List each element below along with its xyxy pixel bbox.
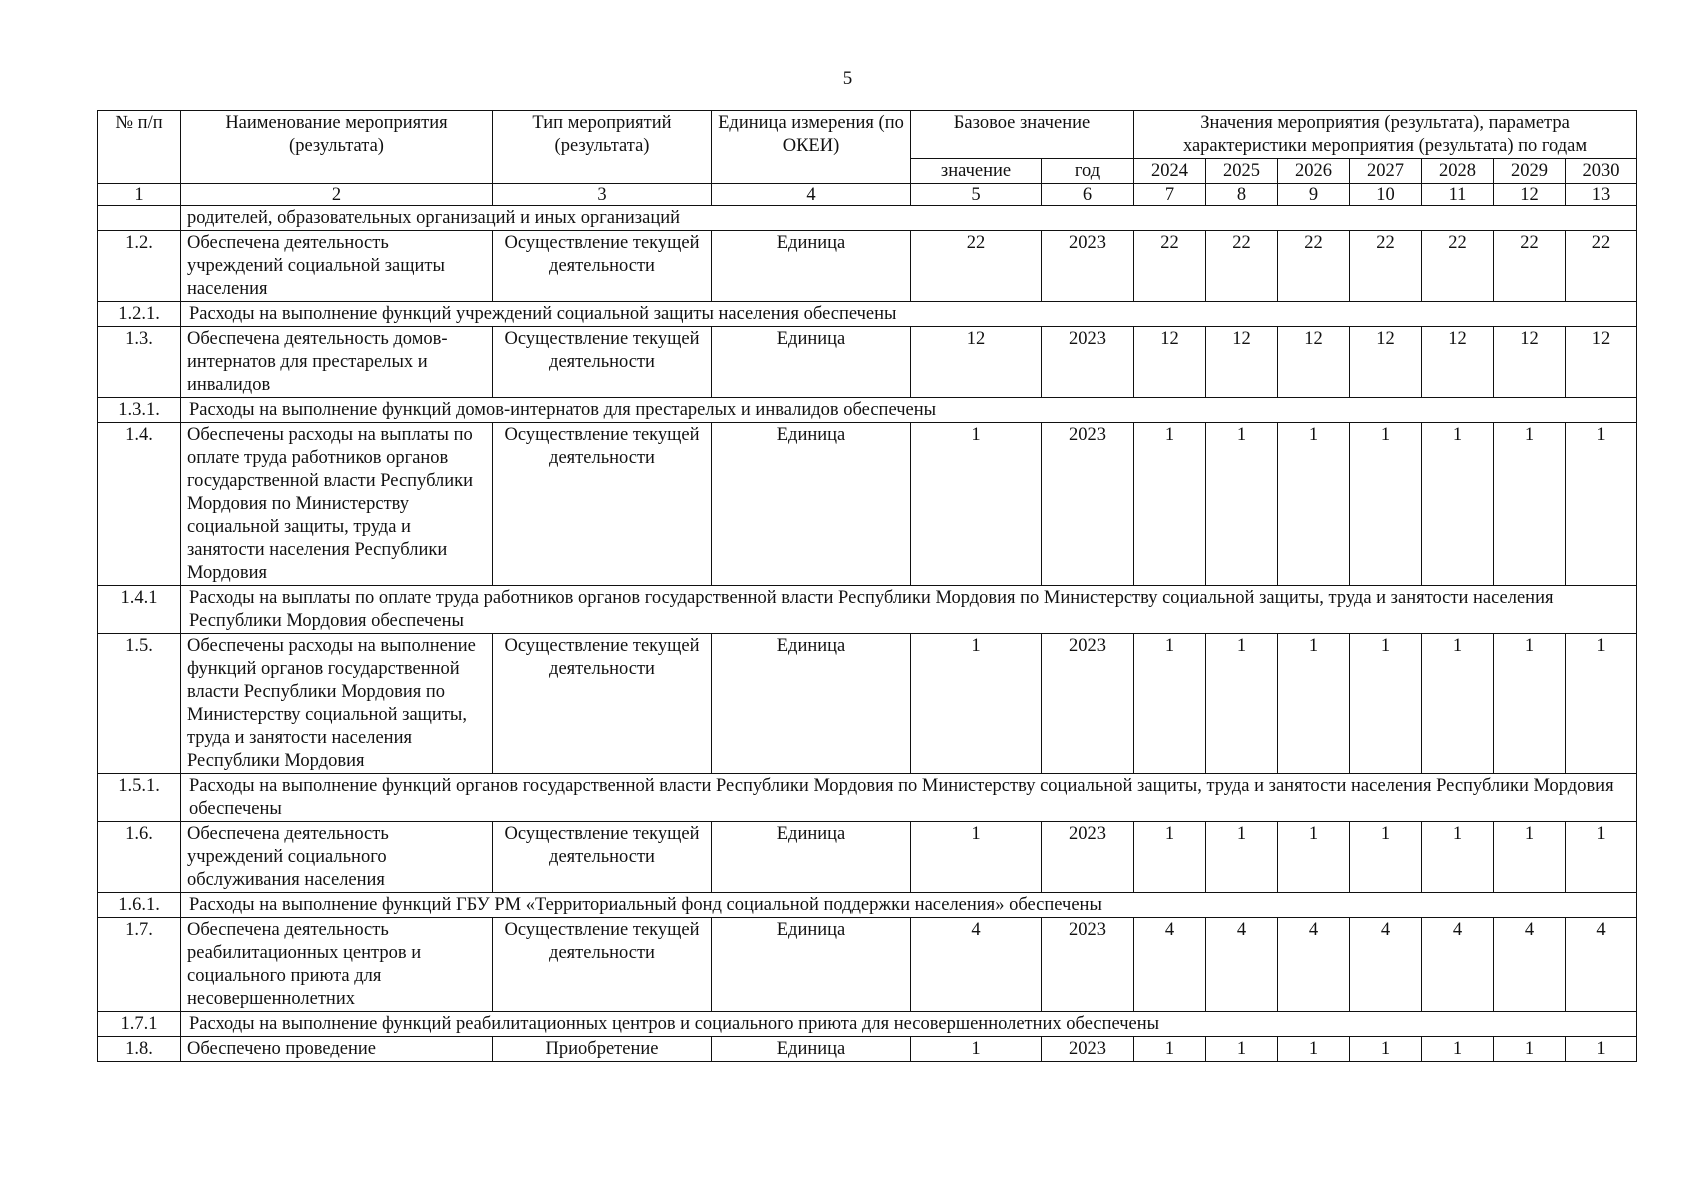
row-number: 1.3.1. xyxy=(98,398,181,423)
year-value: 12 xyxy=(1206,327,1278,398)
continuation-text: родителей, образовательных организаций и иных организаций xyxy=(181,206,1637,231)
unit: Единица xyxy=(712,1037,911,1062)
header-sub-year: год xyxy=(1042,159,1134,184)
year-value: 22 xyxy=(1566,231,1637,302)
column-number: 13 xyxy=(1566,184,1637,206)
row-number: 1.2. xyxy=(98,231,181,302)
year-value: 4 xyxy=(1134,918,1206,1012)
base-year: 2023 xyxy=(1042,1037,1134,1062)
base-year: 2023 xyxy=(1042,918,1134,1012)
year-value: 1 xyxy=(1206,423,1278,586)
base-value: 22 xyxy=(911,231,1042,302)
header-sub-value: значение xyxy=(911,159,1042,184)
row-number: 1.3. xyxy=(98,327,181,398)
year-value: 12 xyxy=(1134,327,1206,398)
year-value: 1 xyxy=(1494,423,1566,586)
base-year: 2023 xyxy=(1042,822,1134,893)
sub-result-text: Расходы на выполнение функций реабилитационных центров и социального приюта для несовершеннолетних обеспечены xyxy=(181,1012,1637,1037)
unit: Единица xyxy=(712,423,911,586)
year-value: 22 xyxy=(1278,231,1350,302)
sub-result-text: Расходы на выполнение функций органов государственной власти Республики Мордовия по Министерству социальной защиты, труда и занятости населения Республики Мордовия обеспечены xyxy=(181,774,1637,822)
year-value: 1 xyxy=(1566,1037,1637,1062)
column-numbers-row xyxy=(98,184,1637,206)
result-name: Обеспечена деятельность учреждений социальной защиты населения xyxy=(181,231,493,302)
header-type: Тип мероприятий (результата) xyxy=(493,111,712,184)
year-value: 1 xyxy=(1566,634,1637,774)
row-number: 1.5. xyxy=(98,634,181,774)
year-value: 1 xyxy=(1422,634,1494,774)
header-name: Наименование мероприятия (результата) xyxy=(181,111,493,184)
result-type: Осуществление текущей деятельности xyxy=(493,327,712,398)
table-row xyxy=(98,231,1637,302)
year-value: 1 xyxy=(1566,423,1637,586)
base-value: 4 xyxy=(911,918,1042,1012)
sub-result-text: Расходы на выполнение функций ГБУ РМ «Территориальный фонд социальной поддержки населения» обеспечены xyxy=(181,893,1637,918)
result-name: Обеспечены расходы на выполнение функций органов государственной власти Республики Мордовия по Министерству социальной защиты, труда и занятости населения Республики Мордовия xyxy=(181,634,493,774)
sub-result-row xyxy=(98,774,1637,822)
column-number: 6 xyxy=(1042,184,1134,206)
continuation-row xyxy=(98,206,1637,231)
year-value: 1 xyxy=(1134,1037,1206,1062)
year-value: 12 xyxy=(1350,327,1422,398)
year-value: 22 xyxy=(1350,231,1422,302)
table-body xyxy=(98,111,1637,1062)
unit: Единица xyxy=(712,822,911,893)
year-value: 1 xyxy=(1134,822,1206,893)
header-values-by-year: Значения мероприятия (результата), параметра характеристики мероприятия (результата) по годам xyxy=(1134,111,1637,159)
year-value: 12 xyxy=(1278,327,1350,398)
header-year: 2025 xyxy=(1206,159,1278,184)
year-value: 1 xyxy=(1350,634,1422,774)
base-year: 2023 xyxy=(1042,423,1134,586)
row-number: 1.6.1. xyxy=(98,893,181,918)
result-type: Осуществление текущей деятельности xyxy=(493,822,712,893)
result-name: Обеспечены расходы на выплаты по оплате труда работников органов государственной власти Республики Мордовия по Министерству социальной защиты, труда и занятости населения Республики Мордовия xyxy=(181,423,493,586)
year-value: 12 xyxy=(1494,327,1566,398)
row-number: 1.2.1. xyxy=(98,302,181,327)
base-value: 12 xyxy=(911,327,1042,398)
year-value: 22 xyxy=(1494,231,1566,302)
year-value: 22 xyxy=(1206,231,1278,302)
column-number: 7 xyxy=(1134,184,1206,206)
sub-result-row xyxy=(98,1012,1637,1037)
column-number: 12 xyxy=(1494,184,1566,206)
row-number: 1.4.1 xyxy=(98,586,181,634)
result-name: Обеспечено проведение xyxy=(181,1037,493,1062)
year-value: 22 xyxy=(1422,231,1494,302)
unit: Единица xyxy=(712,634,911,774)
year-value: 22 xyxy=(1134,231,1206,302)
year-value: 1 xyxy=(1350,423,1422,586)
table-row xyxy=(98,634,1637,774)
year-value: 1 xyxy=(1494,822,1566,893)
column-number: 11 xyxy=(1422,184,1494,206)
result-type: Осуществление текущей деятельности xyxy=(493,634,712,774)
year-value: 4 xyxy=(1494,918,1566,1012)
header-year: 2030 xyxy=(1566,159,1637,184)
sub-result-text: Расходы на выполнение функций домов-интернатов для престарелых и инвалидов обеспечены xyxy=(181,398,1637,423)
year-value: 4 xyxy=(1206,918,1278,1012)
column-number: 4 xyxy=(712,184,911,206)
result-type: Осуществление текущей деятельности xyxy=(493,423,712,586)
result-name: Обеспечена деятельность домов-интернатов для престарелых и инвалидов xyxy=(181,327,493,398)
year-value: 1 xyxy=(1134,634,1206,774)
result-type: Осуществление текущей деятельности xyxy=(493,918,712,1012)
unit: Единица xyxy=(712,918,911,1012)
year-value: 4 xyxy=(1278,918,1350,1012)
sub-result-text: Расходы на выполнение функций учреждений социальной защиты населения обеспечены xyxy=(181,302,1637,327)
year-value: 1 xyxy=(1206,1037,1278,1062)
sub-result-row xyxy=(98,302,1637,327)
year-value: 1 xyxy=(1278,423,1350,586)
year-value: 1 xyxy=(1206,634,1278,774)
row-number: 1.7. xyxy=(98,918,181,1012)
year-value: 1 xyxy=(1494,1037,1566,1062)
results-table xyxy=(97,110,1637,1062)
year-value: 4 xyxy=(1422,918,1494,1012)
year-value: 1 xyxy=(1422,822,1494,893)
year-value: 1 xyxy=(1350,822,1422,893)
year-value: 4 xyxy=(1566,918,1637,1012)
column-number: 5 xyxy=(911,184,1042,206)
unit: Единица xyxy=(712,231,911,302)
row-number: 1.4. xyxy=(98,423,181,586)
year-value: 1 xyxy=(1422,423,1494,586)
column-number: 8 xyxy=(1206,184,1278,206)
header-number: № п/п xyxy=(98,111,181,184)
base-value: 1 xyxy=(911,634,1042,774)
column-number: 9 xyxy=(1278,184,1350,206)
empty-cell xyxy=(98,206,181,231)
row-number: 1.8. xyxy=(98,1037,181,1062)
year-value: 1 xyxy=(1566,822,1637,893)
sub-result-row xyxy=(98,586,1637,634)
base-value: 1 xyxy=(911,822,1042,893)
table-row xyxy=(98,918,1637,1012)
year-value: 1 xyxy=(1278,634,1350,774)
row-number: 1.5.1. xyxy=(98,774,181,822)
table-row xyxy=(98,423,1637,586)
year-value: 1 xyxy=(1350,1037,1422,1062)
header-unit: Единица измерения (по ОКЕИ) xyxy=(712,111,911,184)
header-row xyxy=(98,111,1637,159)
year-value: 12 xyxy=(1566,327,1637,398)
column-number: 2 xyxy=(181,184,493,206)
row-number: 1.6. xyxy=(98,822,181,893)
page-number: 5 xyxy=(842,68,853,89)
header-year: 2024 xyxy=(1134,159,1206,184)
year-value: 1 xyxy=(1494,634,1566,774)
base-year: 2023 xyxy=(1042,634,1134,774)
year-value: 1 xyxy=(1422,1037,1494,1062)
base-year: 2023 xyxy=(1042,327,1134,398)
year-value: 1 xyxy=(1278,822,1350,893)
year-value: 12 xyxy=(1422,327,1494,398)
table-row xyxy=(98,327,1637,398)
header-year: 2029 xyxy=(1494,159,1566,184)
base-value: 1 xyxy=(911,1037,1042,1062)
unit: Единица xyxy=(712,327,911,398)
column-number: 10 xyxy=(1350,184,1422,206)
header-year: 2026 xyxy=(1278,159,1350,184)
base-value: 1 xyxy=(911,423,1042,586)
header-base-value: Базовое значение xyxy=(911,111,1134,159)
sub-result-row xyxy=(98,398,1637,423)
sub-result-row xyxy=(98,893,1637,918)
sub-result-text: Расходы на выплаты по оплате труда работников органов государственной власти Республики Мордовия по Министерству социальной защиты, труда и занятости населения Республики Мордовия обеспечены xyxy=(181,586,1637,634)
result-name: Обеспечена деятельность реабилитационных центров и социального приюта для несовершеннолетних xyxy=(181,918,493,1012)
result-type: Приобретение xyxy=(493,1037,712,1062)
result-name: Обеспечена деятельность учреждений социального обслуживания населения xyxy=(181,822,493,893)
header-year: 2028 xyxy=(1422,159,1494,184)
result-type: Осуществление текущей деятельности xyxy=(493,231,712,302)
base-year: 2023 xyxy=(1042,231,1134,302)
year-value: 1 xyxy=(1134,423,1206,586)
column-number: 3 xyxy=(493,184,712,206)
table-row xyxy=(98,822,1637,893)
year-value: 1 xyxy=(1206,822,1278,893)
table-row xyxy=(98,1037,1637,1062)
row-number: 1.7.1 xyxy=(98,1012,181,1037)
header-year: 2027 xyxy=(1350,159,1422,184)
year-value: 1 xyxy=(1278,1037,1350,1062)
year-value: 4 xyxy=(1350,918,1422,1012)
column-number: 1 xyxy=(98,184,181,206)
